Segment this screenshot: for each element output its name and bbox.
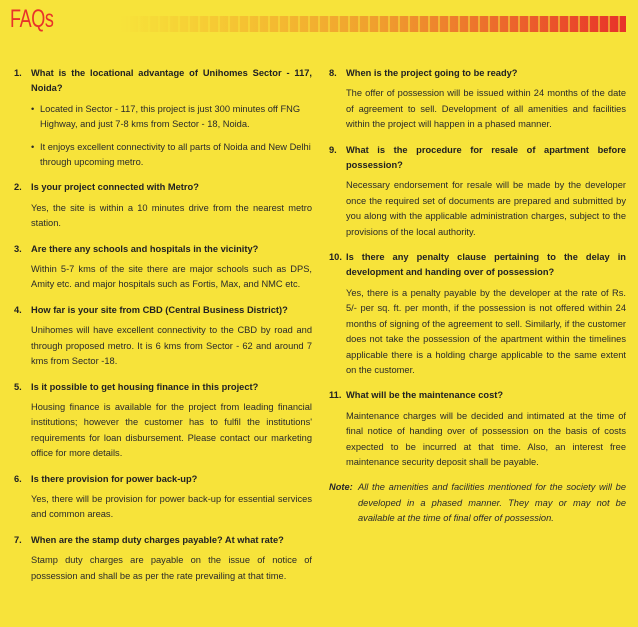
faq-item-7 [14, 533, 312, 584]
left-column [14, 66, 312, 594]
bullet-dot-icon: • [31, 141, 35, 152]
faq-question-text: Is there provision for power back-up? [31, 473, 198, 484]
faq-number: 8. [329, 68, 337, 78]
faq-question [14, 180, 312, 195]
faq-item-1 [14, 66, 312, 170]
faq-answer: Housing finance is available for the project from leading financial institutions; however the customer has to fulfil the institutions' requirements for loan disbursement. Please contact our marketing office for more details. [31, 401, 312, 459]
faq-item-4 [14, 303, 312, 370]
faq-answer: Unihomes will have excellent connectivity to the CBD by road and through proposed metro. It is 6 kms from Sector - 62 and around 7 kms from Sector -18. [31, 325, 312, 367]
faq-question-text: What will be the maintenance cost? [346, 390, 504, 401]
faq-question [14, 380, 312, 395]
faq-number: 11. [329, 390, 342, 401]
bullet-item [31, 140, 312, 171]
faq-number: 2. [14, 182, 22, 193]
note-label: Note: [329, 482, 353, 493]
footnote [329, 480, 626, 526]
faq-item-5 [14, 380, 312, 462]
faq-question [329, 66, 626, 81]
faq-item-11 [329, 388, 626, 470]
faq-question-text: When are the stamp duty charges payable? At what rate? [31, 534, 284, 545]
faq-number: 3. [14, 243, 22, 254]
faq-question-text: What is the locational advantage of Unihomes Sector - 117, Noida? [31, 68, 312, 94]
bullet-text: It enjoys excellent connectivity to all parts of Noida and New Delhi through upcoming metro. [40, 141, 311, 168]
faq-question [14, 66, 312, 97]
title-gradient-bar [120, 16, 626, 32]
faq-question [14, 303, 312, 318]
faq-answer: Yes, the site is within a 10 minutes drive from the nearest metro station. [31, 202, 312, 229]
faq-answer-bullets [31, 102, 312, 171]
faq-question-text: How far is your site from CBD (Central Business District)? [31, 304, 288, 315]
faq-answer: Yes, there will be provision for power back-up for essential services and common areas. [31, 493, 312, 520]
faq-item-8 [329, 66, 626, 133]
faq-item-2 [14, 180, 312, 231]
faq-question [14, 242, 312, 257]
faq-answer: Necessary endorsement for resale will be made by the developer once the required set of documents are prepared and submitted by you along with the applicable administration charges, subject to the provisions of the local authority. [346, 180, 626, 237]
faq-question-text: What is the procedure for resale of apartment before possession? [346, 144, 626, 171]
bullet-item [31, 102, 312, 133]
faq-number: 9. [329, 144, 337, 155]
faq-number: 1. [14, 68, 22, 78]
faq-question [329, 388, 626, 403]
faq-question-text: Is it possible to get housing finance in this project? [31, 381, 259, 392]
faq-number: 6. [14, 473, 22, 484]
faq-question-text: Is there any penalty clause pertaining to the delay in development and handing over of possession? [346, 252, 626, 278]
faq-item-3 [14, 242, 312, 293]
faq-question-text: When is the project going to be ready? [346, 68, 518, 78]
faq-question [329, 143, 626, 174]
faq-question [14, 472, 312, 487]
faq-answer: Maintenance charges will be decided and intimated at the time of final notice of handing over of possession on the basis of costs expected to be incurred at that time. Also, an interest free maintenance security deposit shall be payable. [346, 410, 626, 467]
faq-answer: The offer of possession will be issued within 24 months of the date of agreement to sell. Development of all amenities and facilities within the project will happen in a phased manner. [346, 88, 626, 130]
faq-answer: Stamp duty charges are payable on the issue of notice of possession and shall be as per the rate prevailing at that time. [31, 555, 312, 581]
faq-question [329, 250, 626, 281]
faq-number: 10. [329, 252, 342, 263]
right-column [329, 66, 626, 527]
faq-number: 5. [14, 381, 22, 392]
faq-item-6 [14, 472, 312, 523]
faq-answer: Within 5-7 kms of the site there are major schools such as DPS, Amity etc. and major hospitals such as Fortis, Max, and NMC etc. [31, 264, 312, 290]
faq-item-10 [329, 250, 626, 378]
faq-item-9 [329, 143, 626, 240]
faq-number: 4. [14, 304, 22, 315]
faq-answer: Yes, there is a penalty payable by the developer at the rate of Rs. 5/- per sq. ft. per month, if the possession is not offered within 24 months of signing of the agreement to sell. Similarly, if the customer does not take the possession of the apartment within the timelines applicable there is a holding charge applicable to the same extent on the customer. [346, 287, 626, 375]
bullet-text: Located in Sector - 117, this project is just 300 minutes off FNG Highway, and just 7-8 kms from Sector - 18, Noida. [40, 103, 301, 130]
faq-question [14, 533, 312, 548]
faq-number: 7. [14, 534, 22, 545]
faq-question-text: Are there any schools and hospitals in the vicinity? [31, 243, 259, 254]
bullet-dot-icon: • [31, 103, 35, 114]
note-text: All the amenities and facilities mentioned for the society will be developed in a phased manner. They may or may not be available at the time of final offer of possession. [358, 482, 626, 524]
faq-question-text: Is your project connected with Metro? [31, 182, 199, 193]
page-title: FAQs [10, 5, 54, 33]
